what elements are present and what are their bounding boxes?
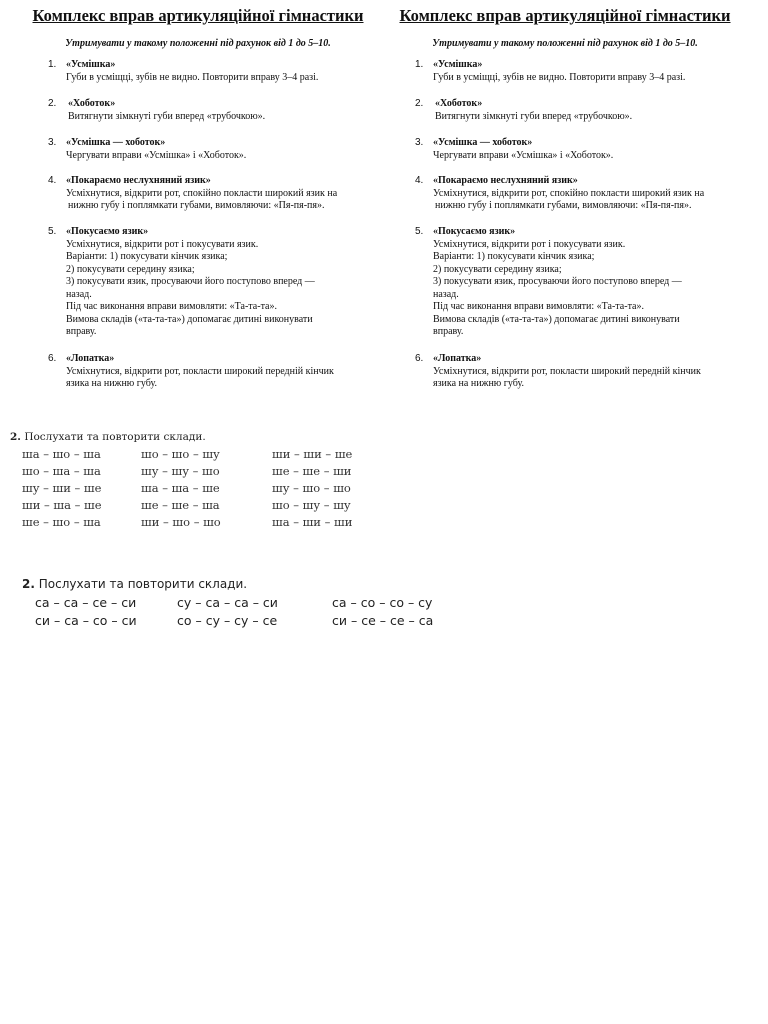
exercise-title: «Хоботок» <box>435 98 483 109</box>
syllable-group: ша – ши – ши <box>272 515 353 529</box>
section-heading <box>22 575 462 593</box>
syllable-group: шо – шо – шу <box>141 447 220 461</box>
exercise-number: 1. <box>415 59 424 70</box>
exercise-text-line: Вимова складів («та-та-та») допомагає дитині виконувати <box>433 313 680 325</box>
exercise-title: «Покусаємо язик» <box>433 226 516 237</box>
syllable-grid <box>10 444 390 534</box>
syllable-group: со – су – су – се <box>177 613 278 628</box>
syllable-group: ше – ше – ша <box>141 498 220 512</box>
syllable-group: шу – шу – шо <box>141 464 220 478</box>
exercise-title: «Усмішка — хоботок» <box>66 137 166 148</box>
exercise-title: «Покараємо неслухняний язик» <box>433 175 578 186</box>
exercise-text-line: нижню губу і поплямкати губами, вимовляючи: «Пя-пя-пя». <box>435 200 692 211</box>
exercise-title: «Лопатка» <box>433 353 482 364</box>
exercise-number: 6. <box>48 353 57 364</box>
exercise-sheet-right <box>385 0 745 389</box>
exercise-text-line: Усміхнутися, відкрити рот, покласти широкий передній кінчик <box>433 365 701 377</box>
exercise-title: «Хоботок» <box>68 98 116 109</box>
exercise-text-line: Під час виконання вправи вимовляти: «Та-та-та». <box>433 301 644 312</box>
exercise-text-line: 2) покусувати середину язика; <box>66 263 195 275</box>
syllable-group: ша – ша – ше <box>141 481 220 495</box>
syllable-group: ше – ше – ши <box>272 464 352 478</box>
exercise-number: 4. <box>415 175 424 186</box>
exercise-text-line: Витягнути зімкнуті губи вперед «трубочкою». <box>435 110 633 122</box>
exercise-number: 6. <box>415 353 424 364</box>
syllable-group: ши – ша – ше <box>22 498 102 512</box>
exercise-title: «Усмішка» <box>433 59 483 70</box>
section-heading-text: Послухати та повторити склади. <box>38 577 248 591</box>
exercise-text-line: вправу. <box>66 326 97 337</box>
exercise-text-line: Варіанти: 1) покусувати кінчик язика; <box>66 251 228 262</box>
exercise-title: «Лопатка» <box>66 353 115 364</box>
exercise-text-line: Вимова складів («та-та-та») допомагає дитині виконувати <box>66 313 313 325</box>
exercise-text-line: Усміхнутися, відкрити рот, спокійно покласти широкий язик на <box>433 187 705 199</box>
syllable-group: шу – шо – шо <box>272 481 351 495</box>
exercise-title: «Покараємо неслухняний язик» <box>66 175 211 186</box>
exercise-text-line: 2) покусувати середину язика; <box>433 263 562 275</box>
syllables-sh-section <box>10 430 390 534</box>
sheet-title: Комплекс вправ артикуляційної гімнастики <box>399 6 731 25</box>
syllable-group: шу – ши – ше <box>22 481 102 495</box>
exercise-text-line: Усміхнутися, відкрити рот, спокійно покласти широкий язик на <box>66 187 338 199</box>
exercise-number: 1. <box>48 59 57 70</box>
section-number: 2. <box>10 431 21 443</box>
section-heading-text: Послухати та повторити склади. <box>24 431 206 443</box>
exercise-text-line: назад. <box>433 288 459 300</box>
syllable-group: шо – шу – шу <box>272 498 351 512</box>
syllable-group: ши – ши – ше <box>272 447 353 461</box>
exercise-text-line: Губи в усміщці, зубів не видно. Повторити вправу 3–4 разі. <box>66 71 319 83</box>
syllable-group: ши – шо – шо <box>141 515 221 529</box>
exercise-text-line: Чергувати вправи «Усмішка» і «Хоботок». <box>433 149 614 161</box>
exercise-number: 5. <box>48 226 57 237</box>
syllable-group: си – се – се – са <box>332 613 434 628</box>
exercise-text-line: язика на нижню губу. <box>433 378 524 389</box>
exercise-text-line: 3) покусувати язик, просуваючи його поступово вперед — <box>433 276 682 287</box>
exercise-number: 3. <box>415 137 424 148</box>
exercise-title: «Покусаємо язик» <box>66 226 149 237</box>
exercise-text-line: Чергувати вправи «Усмішка» і «Хоботок». <box>66 149 247 161</box>
exercise-number: 4. <box>48 175 57 186</box>
exercise-title: «Усмішка — хоботок» <box>433 137 533 148</box>
exercise-text-line: Губи в усміщці, зубів не видно. Повторити вправу 3–4 разі. <box>433 71 686 83</box>
syllable-group: са – са – се – си <box>35 595 137 610</box>
exercise-title: «Усмішка» <box>66 59 116 70</box>
syllable-group: ша – шо – ша <box>22 447 101 461</box>
sheet-subtitle: Утримувати у такому положенні під рахунок від 1 до 5–10. <box>65 38 331 49</box>
syllable-group: си – са – со – си <box>35 613 137 628</box>
exercise-text-line: Усміхнутися, відкрити рот і покусувати язик. <box>66 238 259 250</box>
exercise-text-line: назад. <box>66 288 92 300</box>
exercise-text-line: Усміхнутися, відкрити рот, покласти широкий передній кінчик <box>66 365 334 377</box>
syllable-group: шо – ша – ша <box>22 464 101 478</box>
section-heading <box>10 430 390 444</box>
exercise-text-line: Варіанти: 1) покусувати кінчик язика; <box>433 251 595 262</box>
exercise-text-line: нижню губу і поплямкати губами, вимовляючи: «Пя-пя-пя». <box>68 200 325 211</box>
exercise-text-line: Усміхнутися, відкрити рот і покусувати язик. <box>433 238 626 250</box>
exercise-number: 5. <box>415 226 424 237</box>
syllable-group: су – са – са – си <box>177 595 278 610</box>
syllable-group: ше – шо – ша <box>22 515 101 529</box>
exercise-text-line: 3) покусувати язик, просуваючи його поступово вперед — <box>66 276 315 287</box>
exercise-text-line: язика на нижню губу. <box>66 378 157 389</box>
exercise-text-line: вправу. <box>433 326 464 337</box>
syllable-group: са – со – со – су <box>332 595 433 610</box>
exercise-number: 2. <box>48 98 57 109</box>
exercise-sheet-left <box>18 0 378 389</box>
exercise-text-line: Під час виконання вправи вимовляти: «Та-та-та». <box>66 301 277 312</box>
section-number: 2. <box>22 577 35 591</box>
exercise-number: 3. <box>48 137 57 148</box>
syllable-grid <box>22 593 462 633</box>
sheet-subtitle: Утримувати у такому положенні під рахунок від 1 до 5–10. <box>432 38 698 49</box>
exercise-number: 2. <box>415 98 424 109</box>
sheet-title: Комплекс вправ артикуляційної гімнастики <box>32 6 364 25</box>
exercise-text-line: Витягнути зімкнуті губи вперед «трубочкою». <box>68 110 266 122</box>
syllables-s-section <box>22 575 462 633</box>
